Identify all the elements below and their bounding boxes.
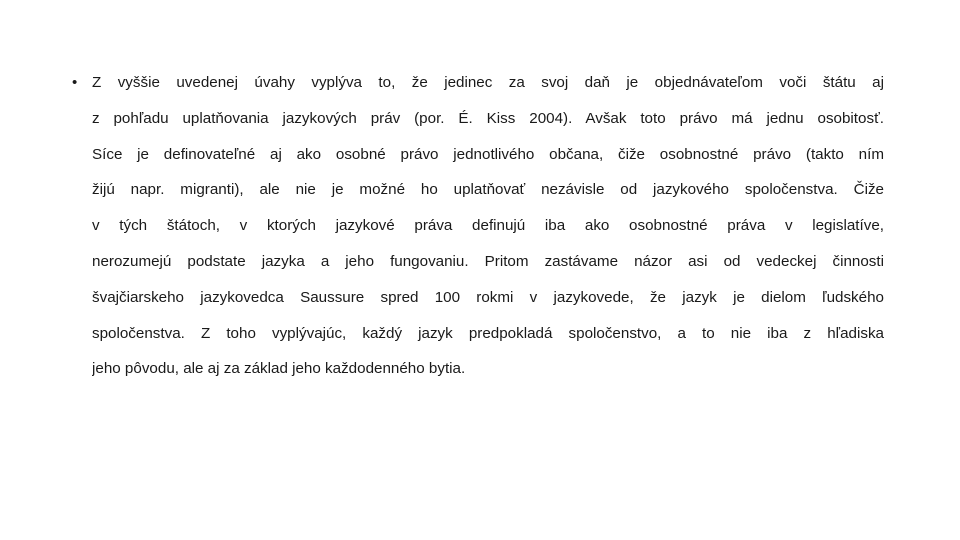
text-line-8: spoločenstva. Z toho vyplývajúc, každý jazyk predpokladá spoločenstvo, a to nie iba z hľadiska <box>92 324 884 342</box>
bullet-dot-icon: • <box>72 74 78 91</box>
paragraph-text <box>92 70 884 392</box>
text-line-6: nerozumejú podstate jazyka a jeho fungovaniu. Pritom zastávame názor asi od vedeckej činnosti <box>92 252 884 270</box>
text-line-1: Z vyššie uvedenej úvahy vyplýva to, že jedinec za svoj daň je objednávateľom voči štátu aj <box>92 74 884 91</box>
text-line-7: švajčiarskeho jazykovedca Saussure spred 100 rokmi v jazykovede, že jazyk je dielom ľudského <box>92 288 884 306</box>
text-line-2: z pohľadu uplatňovania jazykových práv (por. É. Kiss 2004). Avšak toto právo má jednu osobitosť. <box>92 109 884 127</box>
text-line-3: Síce je definovateľné aj ako osobné právo jednotlivého občana, čiže osobnostné právo (takto ním <box>92 145 884 163</box>
text-line-4: žijú napr. migranti), ale nie je možné ho uplatňovať nezávisle od jazykového spoločenstva. Čiže <box>92 181 884 199</box>
text-line-5: v tých štátoch, v ktorých jazykové práva definujú iba ako osobnostné práva v legislatíve, <box>92 217 884 235</box>
text-line-9: jeho pôvodu, ale aj za základ jeho každodenného bytia. <box>92 360 466 378</box>
